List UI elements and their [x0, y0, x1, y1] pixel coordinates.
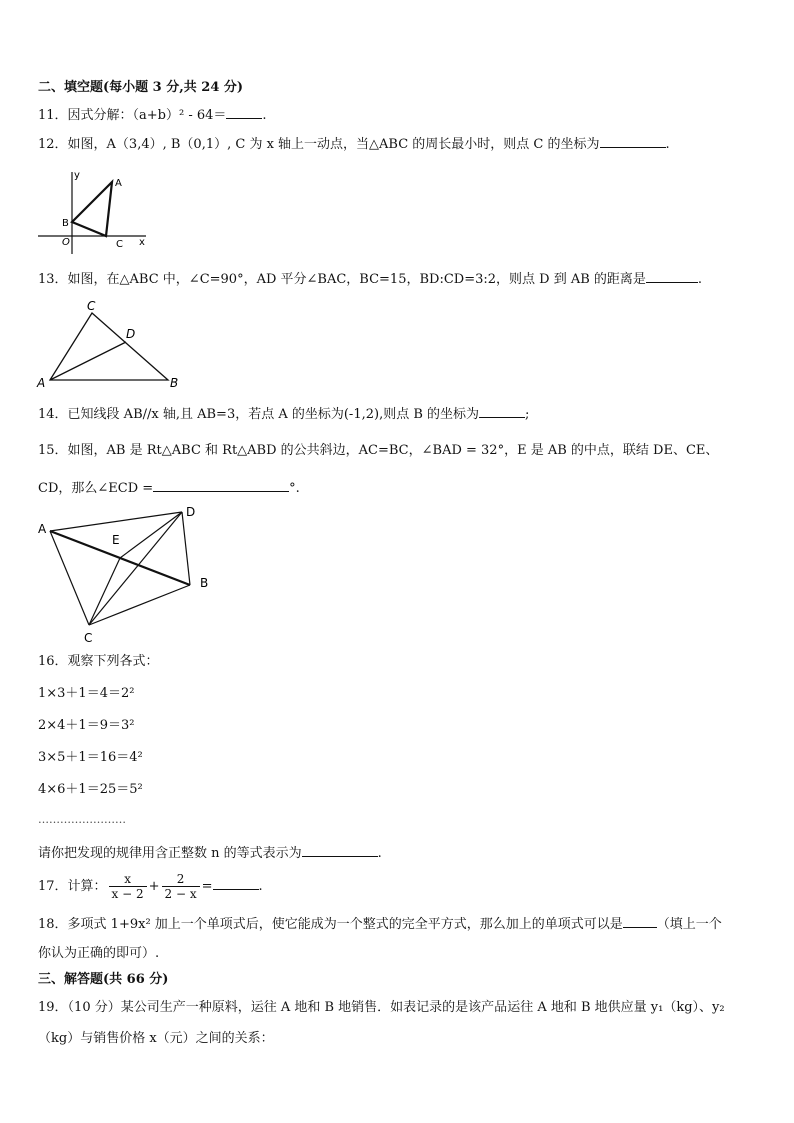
answer-blank-15[interactable] [153, 479, 289, 492]
figure-13-triangle [34, 296, 184, 392]
label-a: A [115, 178, 122, 189]
pattern-row: 1×3＋1＝4＝2² [38, 686, 135, 701]
answer-blank-12[interactable] [600, 135, 666, 148]
question-18-line-2: 你认为正确的即可）. [38, 946, 160, 961]
fraction-1: $\frac{x}{x - 2}$ [109, 872, 147, 901]
label-y: y [74, 170, 80, 181]
question-14-text: 14．已知线段 AB//x 轴,且 AB=3，若点 A 的坐标为(-1,2),则点 B 的坐标为 [38, 407, 480, 422]
segment-cd [89, 512, 182, 625]
label-d: D [126, 327, 136, 341]
label-o: O [62, 237, 70, 248]
segment-ad [50, 512, 182, 531]
label-e: E [112, 533, 120, 547]
answer-blank-16[interactable] [302, 844, 378, 857]
question-19-line-1: 19．（10 分）某公司生产一种原料，运往 A 地和 B 地销售．如表记录的是该产品运往 A 地和 B 地供应量 y₁（kg）、y₂ [38, 1000, 725, 1015]
pattern-row: 2×4＋1＝9＝3² [38, 718, 135, 733]
pattern-row: 4×6＋1＝25＝5² [38, 782, 143, 797]
question-19-line-2: （kg）与销售价格 x（元）之间的关系： [38, 1031, 274, 1046]
answer-blank-17[interactable] [213, 877, 259, 890]
question-13-text: 13．如图，在△ABC 中，∠C=90°，AD 平分∠BAC，BC=15，BD:CD=3:2，则点 D 到 AB 的距离是 [38, 272, 646, 287]
label-d: D [186, 505, 196, 519]
label-b: B [200, 576, 209, 590]
label-a: A [37, 376, 46, 390]
pattern-row: 3×5＋1＝16＝4² [38, 750, 143, 765]
triangle-abc [50, 313, 168, 380]
question-17: 17．计算： $\frac{x}{x - 2}$ + $\frac{2}{2 - x}$ = . [38, 872, 263, 901]
question-12-text: A（3,4）, B（0,1）, C 为 x 轴上一动点，当△ABC 的周长最小时，则点 C 的坐标为 [106, 137, 600, 152]
section-title-fill-in: 二、填空题(每小题 3 分,共 24 分) [38, 80, 244, 95]
answer-blank-13[interactable] [646, 270, 698, 283]
label-b: B [170, 376, 179, 390]
question-15-line-1: 15．如图，AB 是 Rt△ABC 和 Rt△ABD 的公共斜边，AC=BC，∠BAD = 32°，E 是 AB 的中点，联结 DE、CE、 [38, 443, 719, 458]
answer-blank-18[interactable] [623, 915, 657, 928]
question-13: 13．如图，在△ABC 中，∠C=90°，AD 平分∠BAC，BC=15，BD:CD=3:2，则点 D 到 AB 的距离是 . [38, 272, 703, 287]
label-b: B [62, 218, 69, 229]
question-15-line-2: CD，那么∠ECD = °. [38, 481, 300, 496]
question-16-title: 16．观察下列各式： [38, 654, 159, 669]
answer-blank-14[interactable] [479, 405, 525, 418]
label-a: A [38, 522, 47, 536]
question-16-ask: 请你把发现的规律用含正整数 n 的等式表示为 . [38, 846, 382, 861]
ellipsis-dots: …………………… [38, 813, 126, 826]
question-11-text: 11．因式分解：（a+b）² - 64＝ [38, 108, 227, 123]
section-title-solutions: 三、解答题(共 66 分) [38, 972, 169, 987]
question-14: 14．已知线段 AB//x 轴,且 AB=3，若点 A 的坐标为(-1,2),则点 B 的坐标为 ; [38, 407, 530, 422]
label-x: x [139, 237, 145, 248]
figure-15-quadrilateral [34, 503, 224, 648]
question-11: 11．因式分解：（a+b）² - 64＝ . [38, 108, 267, 123]
fraction-2: $\frac{2}{2 - x}$ [162, 872, 200, 901]
label-c: C [87, 299, 96, 313]
figure-12-coordinate [34, 166, 154, 258]
label-c: C [116, 239, 123, 250]
segment-ac [50, 531, 89, 625]
segment-de [120, 512, 182, 558]
answer-blank-11[interactable] [226, 106, 262, 119]
label-c: C [84, 631, 93, 645]
segment-db [182, 512, 190, 585]
triangle-abc [72, 182, 112, 236]
question-18-line-1: 18．多项式 1+9x² 加上一个单项式后，使它能成为一个整式的完全平方式，那么加上的单项式可以是 （填上一个 [38, 917, 722, 932]
question-12: 12．如图，A（3,4）, B（0,1）, C 为 x 轴上一动点，当△ABC 的周长最小时，则点 C 的坐标为 . [38, 137, 670, 152]
